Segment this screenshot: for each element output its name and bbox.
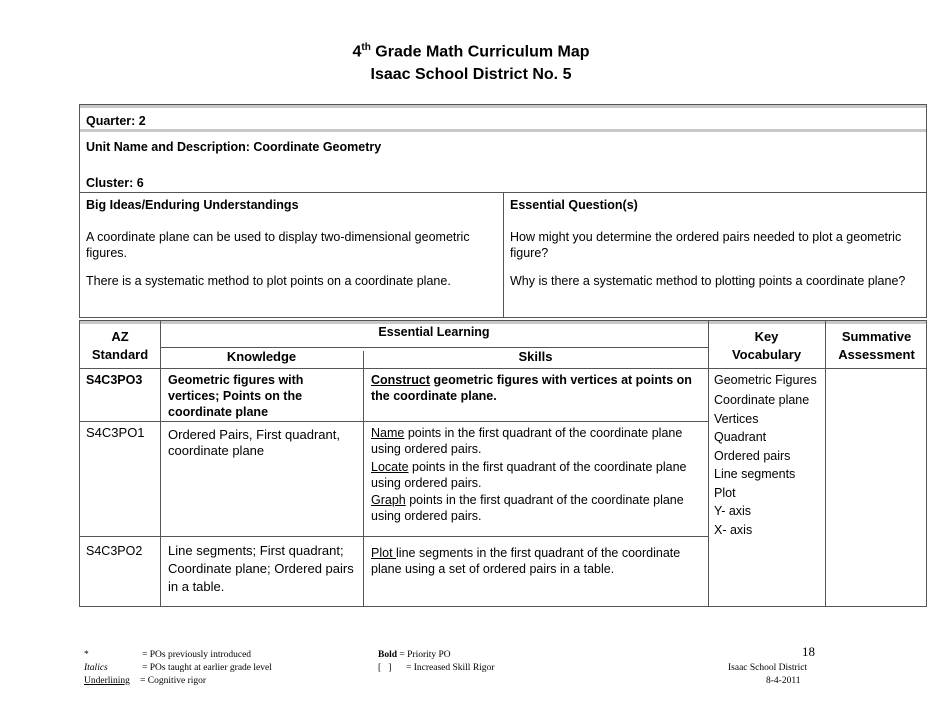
col-summative-assessment: Summative Assessment — [838, 329, 915, 362]
big-ideas-heading: Big Ideas/Enduring Understandings — [86, 198, 299, 212]
footer-legend-italics-text: = POs taught at earlier grade level — [142, 663, 272, 673]
vocabulary-item: Geometric Figures — [714, 373, 817, 387]
footer-org: Isaac School District — [728, 663, 808, 673]
footer-legend-brackets: [ ] — [378, 663, 392, 673]
standard-code: S4C3PO1 — [86, 425, 145, 440]
footer-legend-brackets-text: = Increased Skill Rigor — [406, 663, 495, 673]
footer-legend-underlining-text: = Cognitive rigor — [140, 676, 207, 686]
vocabulary-item: Quadrant — [714, 430, 767, 444]
vocabulary-item: Coordinate plane — [714, 393, 810, 407]
vocabulary-item: X- axis — [714, 522, 753, 537]
unit-header-box — [79, 104, 927, 318]
quarter-label: Quarter: 2 — [86, 114, 146, 128]
col-knowledge: Knowledge — [226, 349, 297, 364]
page-subtitle: Isaac School District No. 5 — [370, 66, 572, 83]
col-skills: Skills — [518, 349, 553, 364]
footer-legend-italics: Italics — [84, 663, 108, 673]
footer-legend-star-text: = POs previously introduced — [142, 650, 252, 660]
vocabulary-list — [714, 373, 822, 539]
big-idea-item: There is a systematic method to plot points on a coordinate plane. — [86, 274, 451, 288]
knowledge-item: Geometric figures with vertices; Points on the coordinate plane — [168, 373, 304, 419]
skill-item: Name points in the first quadrant of the coordinate plane using ordered pairs. — [371, 426, 683, 456]
curriculum-table — [79, 320, 927, 607]
footer-legend-star: * — [84, 650, 89, 660]
knowledge-item: Line segments; First quadrant; Coordinate plane; Ordered pairs in a table. — [168, 543, 354, 594]
skill-item: Graph points in the first quadrant of the coordinate plane using ordered pairs. — [371, 493, 684, 523]
col-essential-learning: Essential Learning — [378, 325, 490, 339]
standard-code: S4C3PO2 — [86, 544, 143, 558]
vocabulary-item: Ordered pairs — [714, 448, 791, 463]
col-key-vocabulary: Key Vocabulary — [731, 329, 802, 362]
skill-item: Construct geometric figures with vertices at points on the coordinate plane. — [371, 373, 692, 403]
essential-questions-heading: Essential Question(s) — [510, 198, 638, 212]
page-title: 4th Grade Math Curriculum Map — [352, 42, 590, 61]
footer-legend-underlining: Underlining — [84, 676, 130, 686]
footer-legend-bold: Bold = Priority PO — [378, 650, 451, 660]
page-number: 18 — [802, 644, 815, 659]
vocabulary-item: Y- axis — [714, 504, 752, 518]
skill-item: Locate points in the first quadrant of the coordinate plane using ordered pairs. — [371, 460, 687, 490]
knowledge-item: Ordered Pairs, First quadrant, coordinate plane — [168, 427, 340, 458]
standard-code: S4C3PO3 — [86, 373, 143, 387]
footer-date: 8-4-2011 — [766, 676, 801, 686]
vocabulary-item: Vertices — [714, 411, 759, 426]
cluster-label: Cluster: 6 — [86, 176, 144, 190]
essential-question-item: Why is there a systematic method to plotting points a coordinate plane? — [510, 274, 906, 288]
col-az-standard: AZ Standard — [91, 329, 149, 362]
vocabulary-item: Line segments — [714, 467, 796, 481]
skill-item: Plot line segments in the first quadrant of the coordinate plane using a set of ordered pairs in a table. — [371, 546, 681, 576]
unit-label: Unit Name and Description: Coordinate Geometry — [86, 140, 382, 154]
big-idea-item: A coordinate plane can be used to display two-dimensional geometric figures. — [86, 230, 470, 260]
vocabulary-item: Plot — [714, 485, 736, 500]
essential-question-item: How might you determine the ordered pairs needed to plot a geometric figure? — [510, 230, 902, 260]
